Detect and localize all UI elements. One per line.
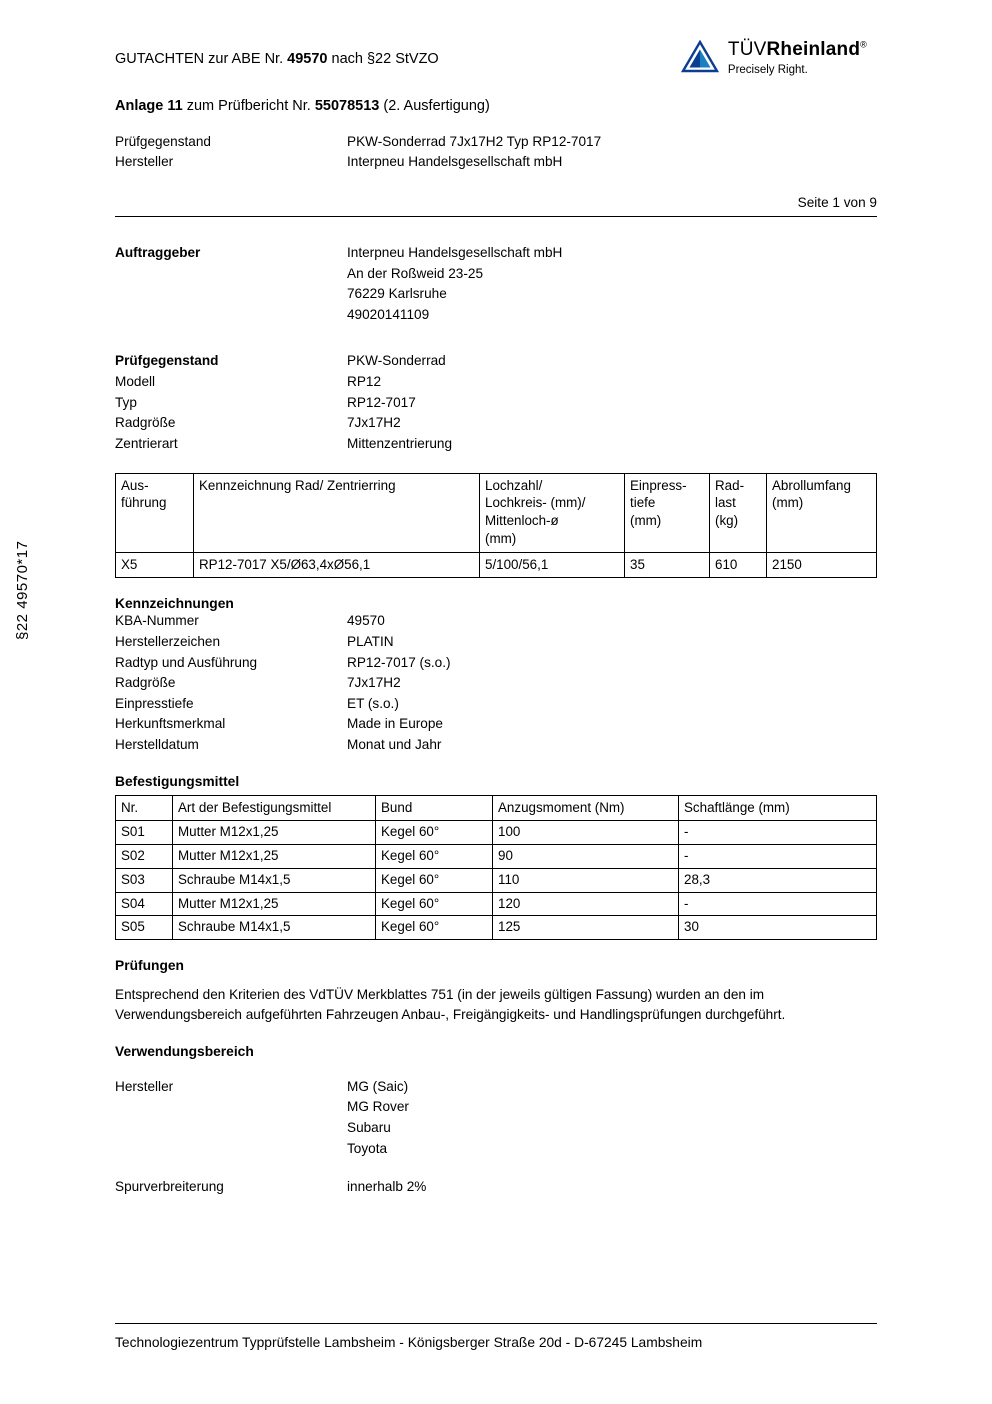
kennzeichnung-row-5 bbox=[115, 714, 877, 735]
verwendungsbereich-title: Verwendungsbereich bbox=[115, 1043, 254, 1059]
anlage-suffix: (2. Ausfertigung) bbox=[379, 97, 490, 114]
pruefgegenstand-label-0: Prüfgegenstand bbox=[115, 353, 219, 369]
befestigung-header-row bbox=[116, 795, 877, 821]
spurverbreiterung-value: innerhalb 2% bbox=[347, 1179, 427, 1195]
befestigung-cell-schaftlaenge: 30 bbox=[679, 916, 877, 940]
auftraggeber-row-2 bbox=[115, 284, 877, 305]
pruefgegenstand-row-4 bbox=[115, 434, 877, 455]
spurverbreiterung-label: Spurverbreiterung bbox=[115, 1179, 224, 1195]
header-hersteller-value: Interpneu Handelsgesellschaft mbH bbox=[347, 154, 563, 170]
befestigung-cell-bund: Kegel 60° bbox=[376, 868, 493, 892]
footer-divider bbox=[115, 1323, 877, 1324]
anlage-line bbox=[115, 98, 877, 114]
table-row bbox=[116, 916, 877, 940]
table-row bbox=[116, 892, 877, 916]
verwendung-spacer-3 bbox=[115, 1139, 347, 1160]
kennzeichnung-label-6: Herstelldatum bbox=[115, 737, 199, 753]
befestigung-th-nr: Nr. bbox=[116, 795, 173, 821]
wheel-th-radlast-l3: (kg) bbox=[715, 513, 739, 529]
tuv-name-thin: TÜV bbox=[727, 39, 767, 60]
pruefgegenstand-value-2: RP12-7017 bbox=[347, 394, 416, 410]
kennzeichnung-value-5: Made in Europe bbox=[347, 716, 443, 732]
wheel-th-lochzahl-l3: Mittenloch-ø bbox=[485, 513, 559, 529]
wheel-cell-radlast: 610 bbox=[710, 552, 767, 578]
gutachten-prefix: GUTACHTEN zur ABE Nr. bbox=[115, 51, 288, 67]
header-hersteller-row bbox=[115, 152, 877, 173]
wheel-th-kennzeichnung: Kennzeichnung Rad/ Zentrierring bbox=[194, 473, 480, 552]
kennzeichnung-value-0: 49570 bbox=[347, 613, 385, 629]
befestigung-cell-bund: Kegel 60° bbox=[376, 916, 493, 940]
befestigung-cell-art: Schraube M14x1,5 bbox=[173, 868, 376, 892]
pruefgegenstand-label-3: Radgröße bbox=[115, 415, 176, 431]
pruefgegenstand-value-4: Mittenzentrierung bbox=[347, 436, 453, 452]
befestigung-cell-nr: S04 bbox=[116, 892, 173, 916]
befestigung-cell-art: Schraube M14x1,5 bbox=[173, 916, 376, 940]
kennzeichnung-value-6: Monat und Jahr bbox=[347, 737, 442, 753]
tuv-name bbox=[728, 40, 867, 61]
wheel-th-lochzahl-l1: Lochzahl/ bbox=[485, 477, 543, 493]
pruefgegenstand-row-3 bbox=[115, 413, 877, 434]
gutachten-number: 49570 bbox=[287, 51, 328, 67]
kennzeichnung-value-2: RP12-7017 (s.o.) bbox=[347, 654, 451, 670]
gutachten-title bbox=[115, 46, 439, 70]
auftraggeber-line-2: 76229 Karlsruhe bbox=[347, 286, 447, 302]
wheel-th-lochzahl bbox=[480, 473, 625, 552]
kennzeichnung-label-0: KBA-Nummer bbox=[115, 613, 199, 629]
kennzeichnungen-list bbox=[115, 611, 877, 756]
kennzeichnung-row-1 bbox=[115, 632, 877, 653]
wheel-th-einpresstiefe bbox=[625, 473, 710, 552]
wheel-specification-table bbox=[115, 473, 877, 578]
verwendung-spacer-1 bbox=[115, 1097, 347, 1118]
pruefgegenstand-value-0: PKW-Sonderrad bbox=[347, 353, 446, 369]
pruefgegenstand-value-3: 7Jx17H2 bbox=[347, 415, 401, 431]
auftraggeber-line-3: 49020141109 bbox=[347, 306, 430, 322]
befestigung-cell-art: Mutter M12x1,25 bbox=[173, 821, 376, 845]
befestigung-cell-bund: Kegel 60° bbox=[376, 892, 493, 916]
pruefungen-text: Entsprechend den Kriterien des VdTÜV Merkblattes 751 (in der jeweils gültigen Fassung) wurden an den im Verwendungsbereich aufgeführten Fahrzeugen Anbau-, Freigängigkeits- und Handlingsprüfungen durchgeführt. bbox=[115, 986, 786, 1023]
befestigung-cell-anzugsmoment: 110 bbox=[493, 868, 679, 892]
tuv-registered-mark: ® bbox=[860, 39, 867, 50]
table-row bbox=[116, 552, 877, 578]
wheel-th-einpresstiefe-l2: tiefe bbox=[630, 495, 656, 511]
side-margin-reference: §22 49570*17 bbox=[14, 540, 31, 640]
verwendung-hersteller-row-3 bbox=[115, 1139, 877, 1160]
tuv-rheinland-logo bbox=[680, 40, 867, 77]
befestigung-cell-bund: Kegel 60° bbox=[376, 821, 493, 845]
verwendung-hersteller-label: Hersteller bbox=[115, 1078, 174, 1094]
header-pruefgegenstand-row bbox=[115, 132, 877, 153]
footer-text: Technologiezentrum Typprüfstelle Lambsheim - Königsberger Straße 20d - D-67245 Lambsheim bbox=[115, 1335, 703, 1350]
gutachten-suffix: nach §22 StVZO bbox=[327, 51, 439, 67]
befestigung-cell-bund: Kegel 60° bbox=[376, 845, 493, 869]
tuv-wordmark bbox=[728, 40, 867, 77]
wheel-th-ausfuehrung-l1: Aus- bbox=[121, 477, 149, 493]
verwendung-hersteller-value-3: Toyota bbox=[347, 1140, 388, 1156]
kennzeichnung-row-3 bbox=[115, 673, 877, 694]
auftraggeber-line-1: An der Roßweid 23-25 bbox=[347, 265, 484, 281]
kennzeichnung-row-6 bbox=[115, 735, 877, 756]
befestigung-cell-anzugsmoment: 125 bbox=[493, 916, 679, 940]
wheel-th-abrollumfang-l2: (mm) bbox=[772, 495, 804, 511]
wheel-cell-einpresstiefe: 35 bbox=[625, 552, 710, 578]
auftraggeber-spacer-1 bbox=[115, 264, 347, 285]
verwendung-hersteller-value-0: MG (Saic) bbox=[347, 1078, 409, 1094]
auftraggeber-spacer-3 bbox=[115, 305, 347, 326]
wheel-th-abrollumfang bbox=[767, 473, 877, 552]
befestigung-cell-art: Mutter M12x1,25 bbox=[173, 892, 376, 916]
wheel-th-radlast bbox=[710, 473, 767, 552]
befestigung-cell-schaftlaenge: - bbox=[679, 892, 877, 916]
verwendung-hersteller-row-1 bbox=[115, 1097, 877, 1118]
kennzeichnungen-title: Kennzeichnungen bbox=[115, 596, 234, 612]
kennzeichnung-row-2 bbox=[115, 653, 877, 674]
auftraggeber-label: Auftraggeber bbox=[115, 244, 201, 260]
kennzeichnung-label-4: Einpresstiefe bbox=[115, 695, 194, 711]
wheel-th-einpresstiefe-l3: (mm) bbox=[630, 513, 662, 529]
befestigung-cell-schaftlaenge: 28,3 bbox=[679, 868, 877, 892]
verwendung-hersteller-value-1: MG Rover bbox=[347, 1099, 409, 1115]
befestigung-cell-anzugsmoment: 90 bbox=[493, 845, 679, 869]
page-indicator: Seite 1 von 9 bbox=[797, 194, 877, 210]
verwendung-hersteller-row-2 bbox=[115, 1118, 877, 1139]
pruefgegenstand-row-0 bbox=[115, 351, 877, 372]
pruefgegenstand-label-1: Modell bbox=[115, 374, 156, 390]
verwendung-hersteller-row-0 bbox=[115, 1077, 877, 1098]
befestigung-th-art: Art der Befestigungsmittel bbox=[173, 795, 376, 821]
kennzeichnung-row-0 bbox=[115, 611, 877, 632]
befestigung-cell-schaftlaenge: - bbox=[679, 821, 877, 845]
anlage-mid: zum Prüfbericht Nr. bbox=[182, 97, 315, 114]
wheel-cell-abrollumfang: 2150 bbox=[767, 552, 877, 578]
kennzeichnung-label-3: Radgröße bbox=[115, 675, 176, 691]
pruefgegenstand-label-2: Typ bbox=[115, 394, 137, 410]
pruefgegenstand-label-4: Zentrierart bbox=[115, 436, 178, 452]
wheel-cell-lochzahl: 5/100/56,1 bbox=[480, 552, 625, 578]
spurverbreiterung-row bbox=[115, 1177, 877, 1198]
anlage-label: Anlage 11 bbox=[115, 97, 183, 114]
befestigung-cell-nr: S03 bbox=[116, 868, 173, 892]
wheel-th-lochzahl-l4: (mm) bbox=[485, 530, 517, 546]
wheel-th-radlast-l1: Rad- bbox=[715, 477, 745, 493]
wheel-th-abrollumfang-l1: Abrollumfang bbox=[772, 477, 851, 493]
kennzeichnung-value-3: 7Jx17H2 bbox=[347, 675, 401, 691]
document-footer bbox=[115, 1323, 877, 1350]
auftraggeber-row-0 bbox=[115, 243, 877, 264]
kennzeichnung-value-1: PLATIN bbox=[347, 633, 394, 649]
table-row bbox=[116, 868, 877, 892]
pruefbericht-number: 55078513 bbox=[314, 97, 380, 114]
kennzeichnung-label-1: Herstellerzeichen bbox=[115, 633, 221, 649]
auftraggeber-line-0: Interpneu Handelsgesellschaft mbH bbox=[347, 244, 563, 260]
kennzeichnung-row-4 bbox=[115, 694, 877, 715]
wheel-cell-ausfuehrung: X5 bbox=[116, 552, 194, 578]
befestigung-cell-nr: S01 bbox=[116, 821, 173, 845]
tuv-name-bold: Rheinland bbox=[766, 39, 861, 60]
wheel-th-ausfuehrung bbox=[116, 473, 194, 552]
header-pruefgegenstand-label: Prüfgegenstand bbox=[115, 133, 211, 149]
befestigung-cell-anzugsmoment: 100 bbox=[493, 821, 679, 845]
wheel-th-radlast-l2: last bbox=[715, 495, 736, 511]
befestigung-th-bund: Bund bbox=[376, 795, 493, 821]
befestigungsmittel-title: Befestigungsmittel bbox=[115, 773, 240, 789]
pruefgegenstand-row-2 bbox=[115, 393, 877, 414]
pruefgegenstand-row-1 bbox=[115, 372, 877, 393]
verwendung-spacer-2 bbox=[115, 1118, 347, 1139]
pruefgegenstand-value-1: RP12 bbox=[347, 374, 382, 390]
kennzeichnung-value-4: ET (s.o.) bbox=[347, 695, 399, 711]
table-row bbox=[116, 821, 877, 845]
header-pruefgegenstand-value: PKW-Sonderrad 7Jx17H2 Typ RP12-7017 bbox=[347, 133, 602, 149]
befestigung-cell-nr: S02 bbox=[116, 845, 173, 869]
wheel-th-lochzahl-l2: Lochkreis- (mm)/ bbox=[485, 495, 586, 511]
wheel-th-ausfuehrung-l2: führung bbox=[121, 495, 167, 511]
befestigungsmittel-table bbox=[115, 795, 877, 940]
befestigung-th-schaftlaenge: Schaftlänge (mm) bbox=[679, 795, 877, 821]
befestigung-cell-art: Mutter M12x1,25 bbox=[173, 845, 376, 869]
wheel-table-header-row bbox=[116, 473, 877, 552]
auftraggeber-row-3 bbox=[115, 305, 877, 326]
kennzeichnung-label-5: Herkunftsmerkmal bbox=[115, 716, 226, 732]
befestigung-cell-schaftlaenge: - bbox=[679, 845, 877, 869]
document-content bbox=[115, 39, 877, 1198]
auftraggeber-spacer-2 bbox=[115, 284, 347, 305]
kennzeichnung-label-2: Radtyp und Ausführung bbox=[115, 654, 258, 670]
wheel-th-einpresstiefe-l1: Einpress- bbox=[630, 477, 687, 493]
wheel-cell-kennzeichnung: RP12-7017 X5/Ø63,4xØ56,1 bbox=[194, 552, 480, 578]
table-row bbox=[116, 845, 877, 869]
tuv-triangle-icon bbox=[680, 40, 720, 74]
header-hersteller-label: Hersteller bbox=[115, 154, 174, 170]
befestigung-cell-anzugsmoment: 120 bbox=[493, 892, 679, 916]
pruefungen-title: Prüfungen bbox=[115, 957, 184, 973]
auftraggeber-row-1 bbox=[115, 264, 877, 285]
verwendung-hersteller-value-2: Subaru bbox=[347, 1120, 391, 1135]
tuv-claim: Precisely Right. bbox=[727, 63, 808, 76]
document-header bbox=[115, 39, 877, 77]
befestigung-cell-nr: S05 bbox=[116, 916, 173, 940]
befestigung-th-anzugsmoment: Anzugsmoment (Nm) bbox=[493, 795, 679, 821]
